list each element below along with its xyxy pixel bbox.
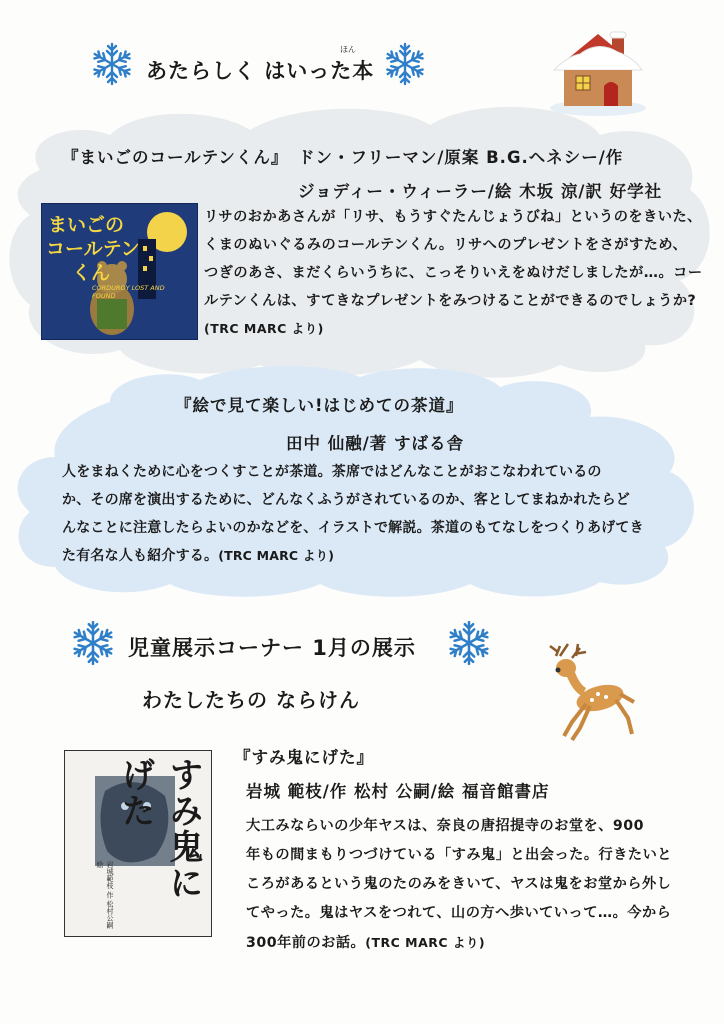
snowflake-icon: [446, 620, 492, 666]
book3-cover-image: [64, 750, 212, 937]
book1-desc-line: くまのぬいぐるみのコールテンくん。リサへのプレゼントをさがすため、: [204, 237, 688, 253]
heading-text: あたらしく はいった本: [146, 59, 375, 83]
book1-desc-line: リサのおかあさんが「リサ、もうすぐたんじょうびね」というのをきいた、: [204, 209, 702, 225]
book2-title: 『絵で見て楽しい!はじめての茶道』: [175, 396, 464, 415]
ruby-hon: ほん: [340, 45, 356, 54]
book2-desc-last: た有名な人も紹介する。: [62, 548, 219, 564]
book2-desc-line: 人をまねくために心をつくすことが茶道。茶席ではどんなことがおこなわれているの: [62, 464, 602, 480]
book3-source: (TRC MARC より): [365, 935, 486, 950]
book2-desc-line: んなことに注意したらよいのかなどを、イラストで解説。茶道のもてなしをつくりあげてき: [62, 520, 644, 536]
book1-credits-line2: ジョディー・ウィーラー/絵 木坂 涼/訳 好学社: [298, 182, 663, 201]
reindeer-illustration: [528, 642, 638, 752]
cover1-title-line3: くん: [72, 262, 111, 284]
book1-credits-line1: ドン・フリーマン/原案 B.G.ヘネシー/作: [298, 148, 624, 167]
cover1-title-line1: まいごの: [48, 214, 125, 236]
book3-desc-line: 年もの間まもりつづけている「すみ鬼」と出会った。行きたいと: [246, 847, 672, 863]
snowflake-icon: [70, 620, 116, 666]
book3-desc-line: ころがあるという鬼のたのみをきいて、ヤスは鬼をお堂から外し: [246, 876, 672, 892]
cover2-authors: 岩城範枝 作 松村公嗣 絵: [96, 861, 114, 929]
book3-desc-line: 大工みならいの少年ヤスは、奈良の唐招提寺のお堂を、900: [246, 818, 645, 834]
book1-desc-line: ルテンくんは、すてきなプレゼントをみつけることができるのでしょうか?: [204, 293, 697, 309]
book3-desc-last: 300年前のお話。: [246, 935, 366, 951]
snowy-house-illustration: [548, 26, 648, 116]
cover1-title-line2: コールテン: [46, 238, 140, 260]
book3-credits: 岩城 範枝/作 松村 公嗣/絵 福音館書店: [246, 782, 550, 801]
book3-description: [246, 812, 706, 958]
book1-description: [204, 203, 704, 343]
book1-cover-image: [41, 203, 198, 340]
book3-title: 『すみ鬼にげた』: [234, 748, 374, 767]
book3-desc-line: [246, 928, 706, 958]
book2-source: (TRC MARC より): [218, 548, 335, 563]
book3-desc-line: てやった。鬼はヤスをつれて、山の方へ歩いていって…。今から: [246, 905, 672, 921]
cover2-title: すみ鬼にげた: [115, 757, 203, 901]
cover1-subtitle: CORDUROY LOST AND FOUND: [92, 284, 165, 300]
book2-credits: 田中 仙融/著 すばる舎: [286, 434, 465, 453]
book2-desc-line: か、その席を演出するために、どんなくふうがされているのか、客としてまねかれたらど: [62, 492, 630, 508]
exhibit-theme: わたしたちの ならけん: [142, 688, 360, 712]
snowflake-icon: [383, 42, 427, 86]
section-heading-exhibit: 児童展示コーナー 1月の展示: [128, 636, 416, 660]
snowflake-icon: [90, 42, 134, 86]
book1-title: 『まいごのコールテンくん』: [62, 148, 289, 167]
book2-desc-line: [62, 542, 702, 570]
section-heading-new-books: [146, 55, 374, 85]
book1-source: (TRC MARC より): [204, 321, 324, 336]
book1-desc-line: つぎのあさ、まだくらいうちに、こっそりいえをぬけだしましたが…。コー: [204, 265, 703, 281]
book2-description: [62, 458, 702, 570]
